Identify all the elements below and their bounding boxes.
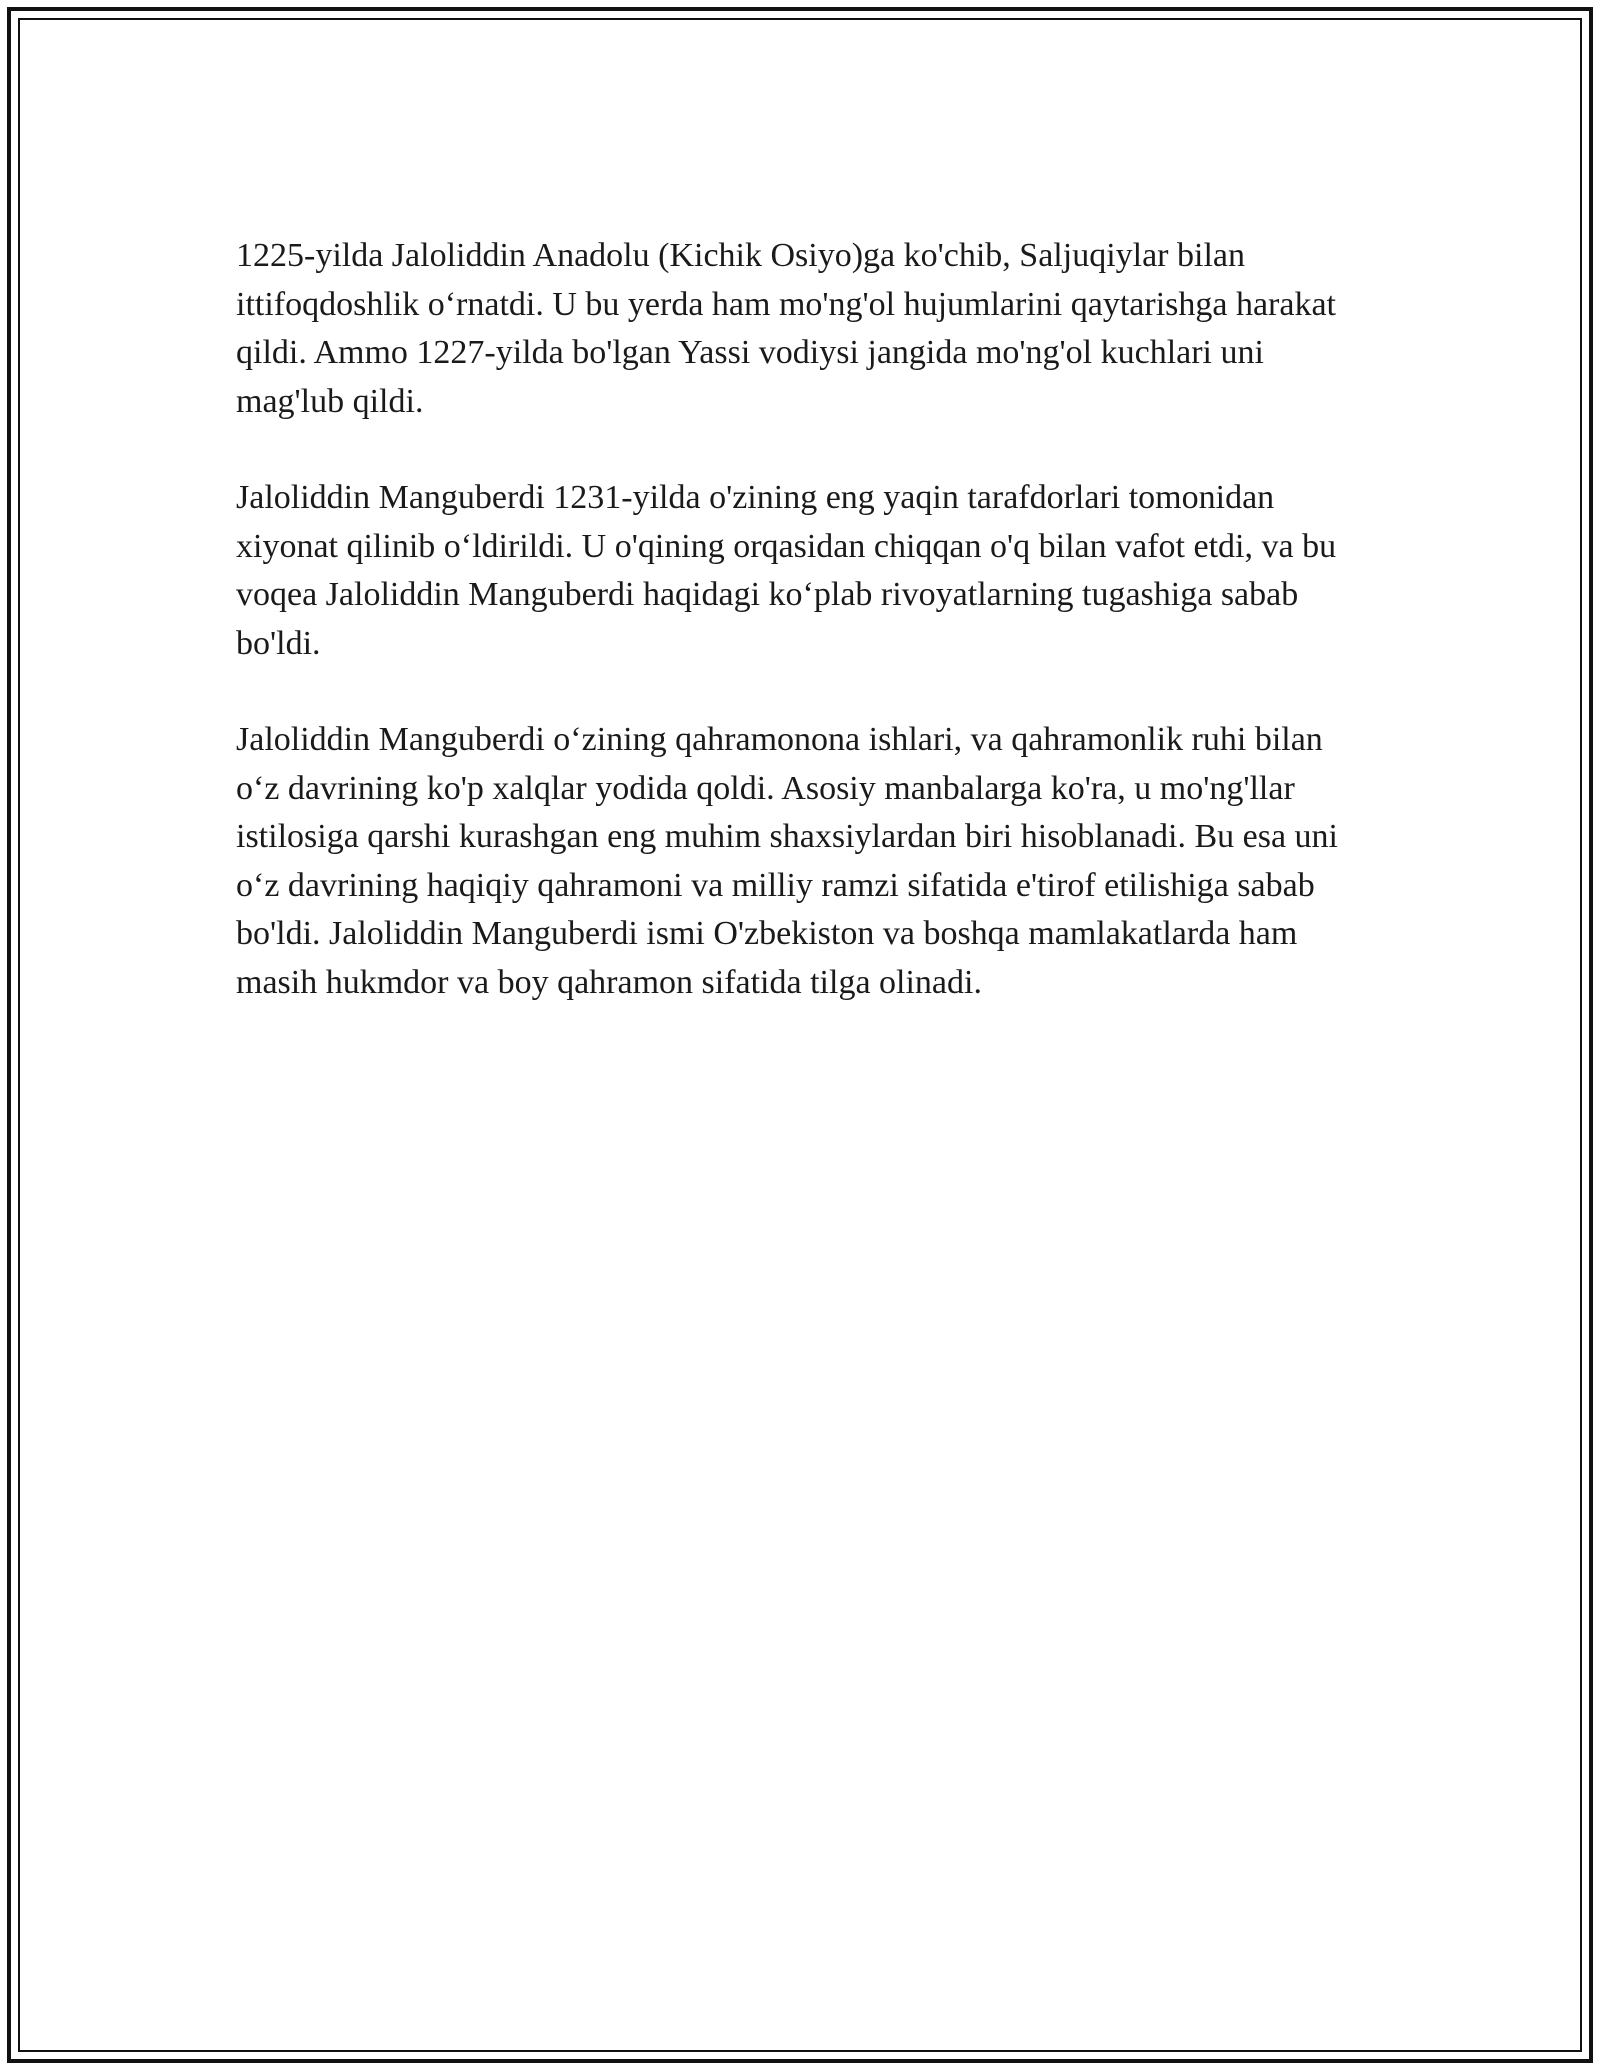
paragraph: Jaloliddin Manguberdi o‘zining qahramonona ishlari, va qahramonlik ruhi bilan o‘z davrining ko'p xalqlar yodida qoldi. Asosiy manbalarga ko'ra, u mo'ng'llar istilosiga qarshi kurashgan eng muhim shaxsiylardan biri hisoblanadi. Bu esa uni o‘z davrining haqiqiy qahramoni va milliy ramzi sifatida e'tirof etilishiga sabab bo'ldi. Jaloliddin Manguberdi ismi O'zbekiston va boshqa mamlakatlarda ham masih hukmdor va boy qahramon sifatida tilga olinadi. (236, 721, 1338, 1001)
paragraph: 1225-yilda Jaloliddin Anadolu (Kichik Osiyo)ga ko'chib, Saljuqiylar bilan ittifoqdoshlik o‘rnatdi. U bu yerda ham mo'ng'ol hujumlarini qaytarishga harakat qildi. Ammo 1227-yilda bo'lgan Yassi vodiysi jangida mo'ng'ol kuchlari uni mag'lub qildi. (236, 237, 1337, 420)
paragraph: Jaloliddin Manguberdi 1231-yilda o'zining eng yaqin tarafdorlari tomonidan xiyonat qilinib o‘ldirildi. U o'qining orqasidan chiqqan o'q bilan vafot etdi, va bu voqea Jaloliddin Manguberdi haqidagi ko‘plab rivoyatlarning tugashiga sabab bo'ldi. (236, 479, 1337, 662)
document-body (236, 232, 1366, 1055)
